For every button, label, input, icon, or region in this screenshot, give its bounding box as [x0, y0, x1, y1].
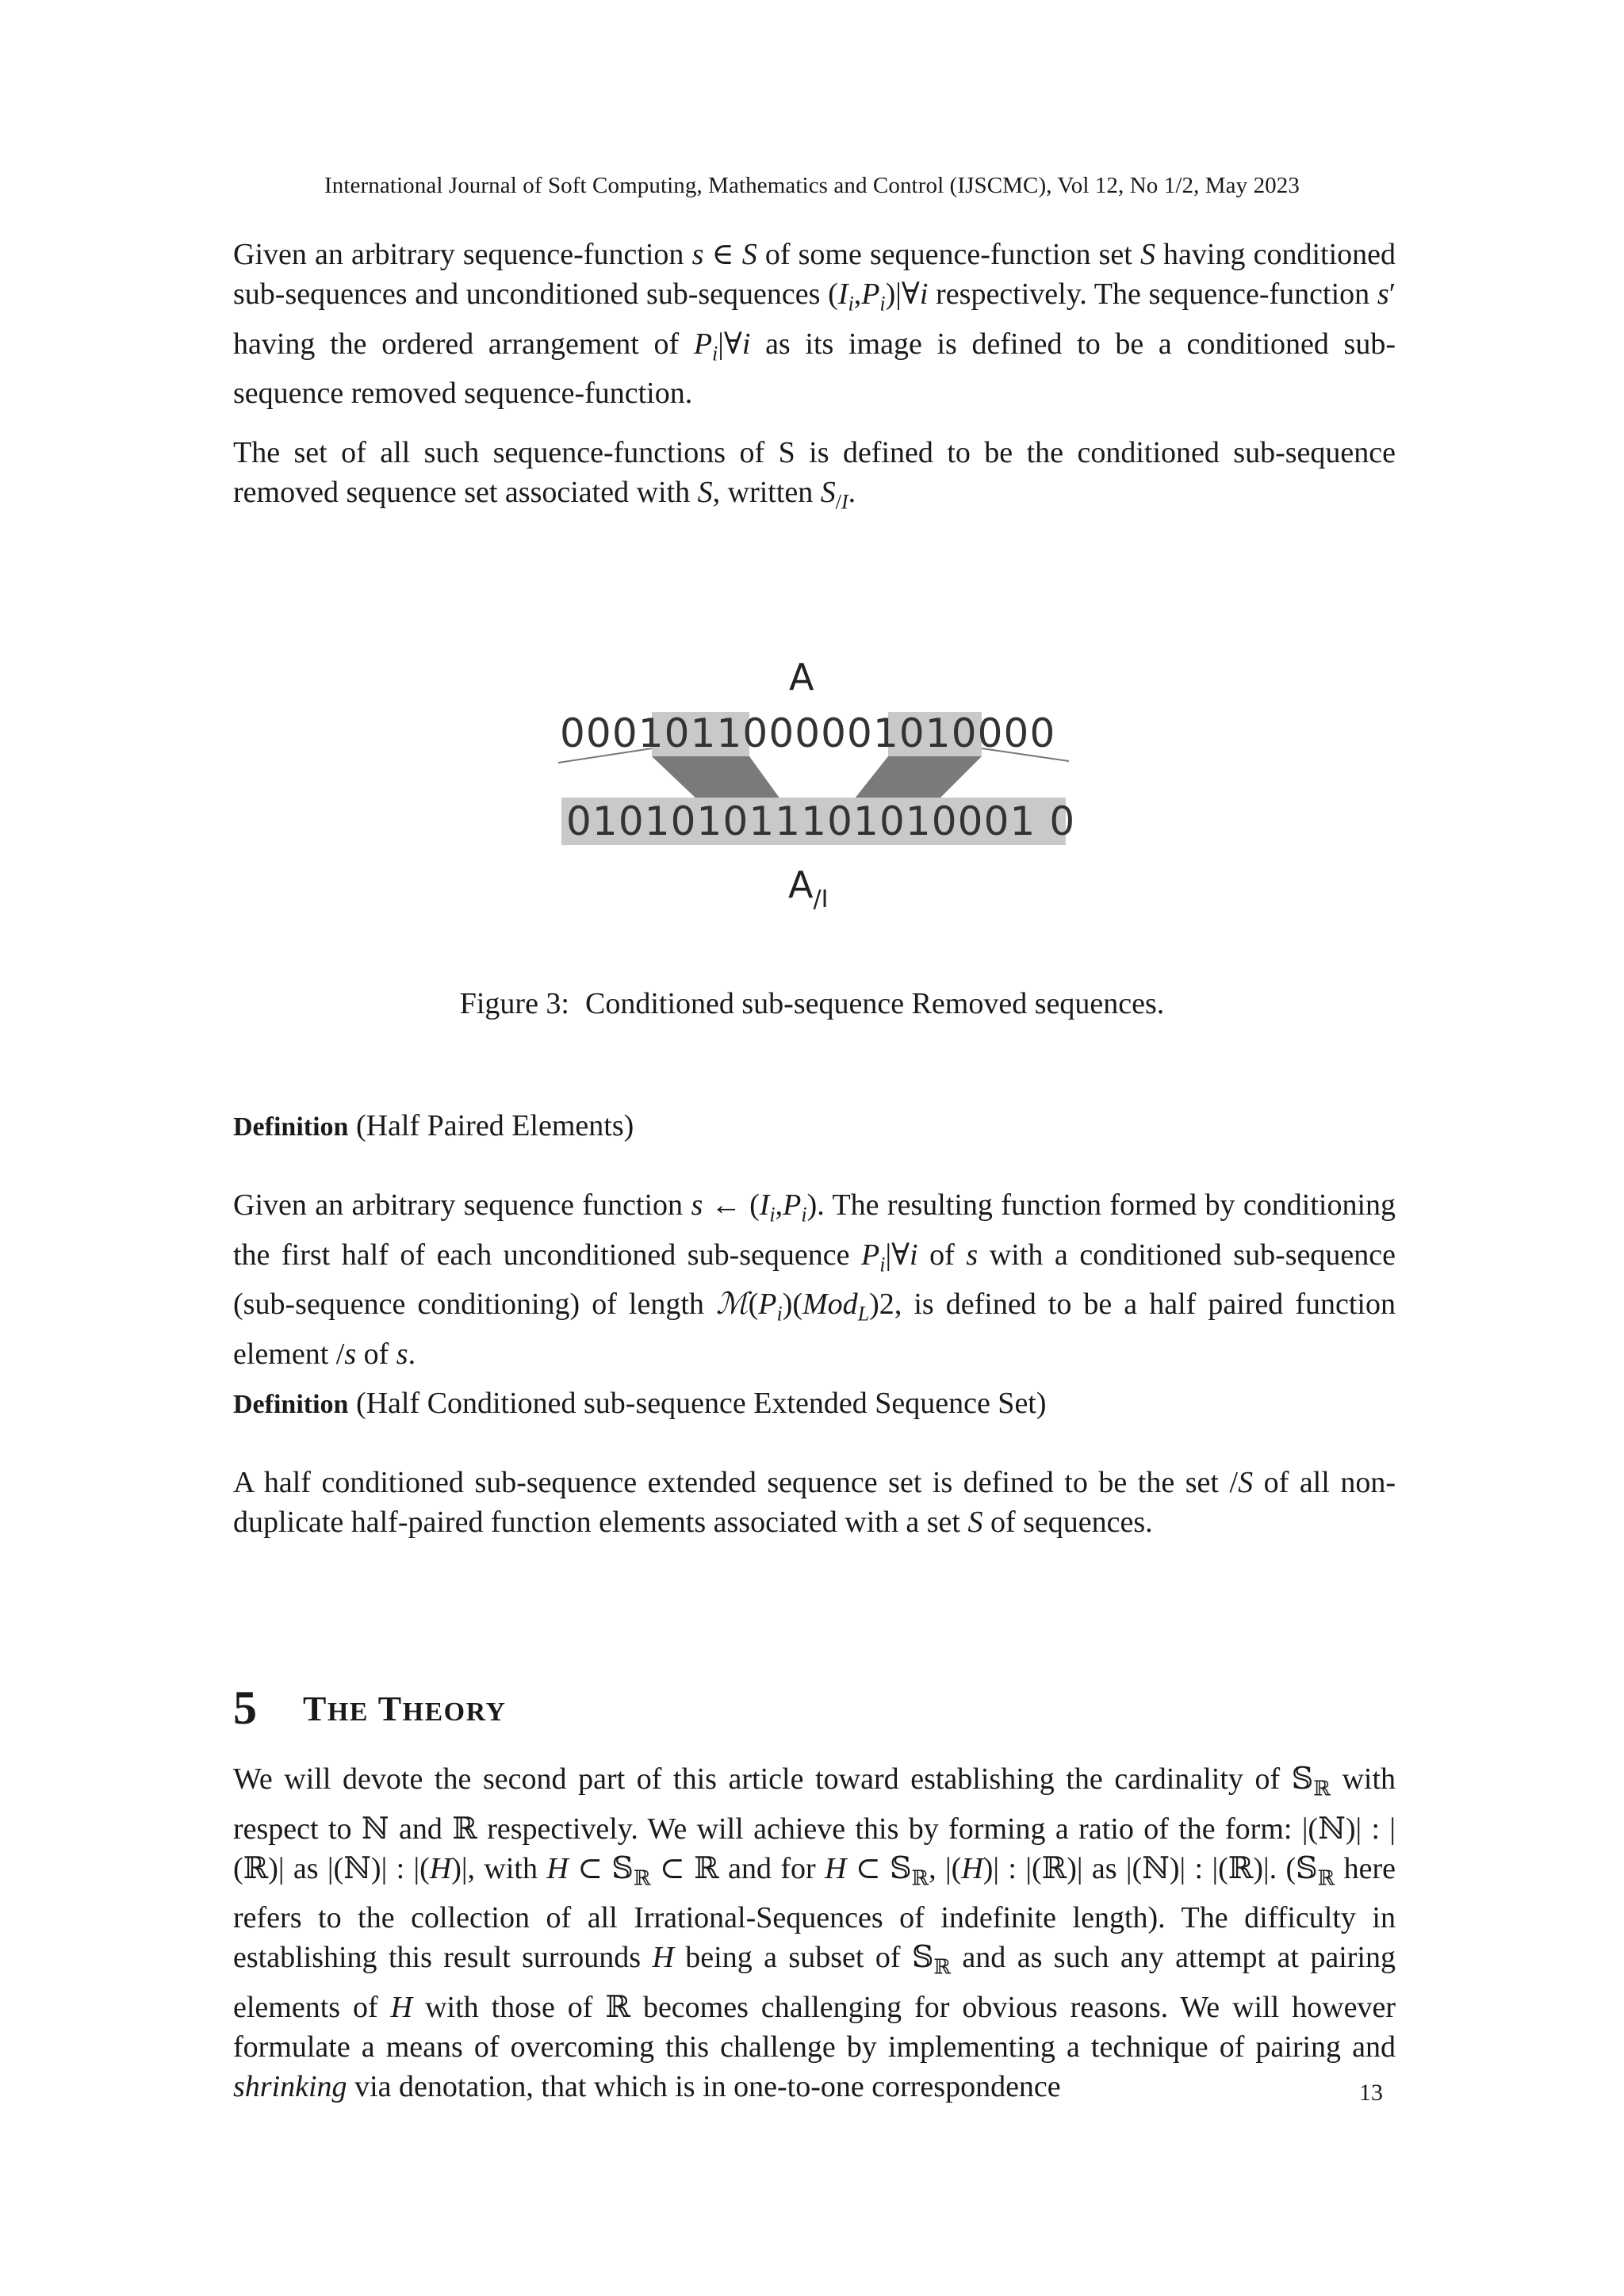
- caption-text: Conditioned sub-sequence Removed sequences.: [585, 987, 1165, 1020]
- paragraph-definition-removed: [233, 235, 1396, 413]
- text-run: with respect to ℕ and ℝ respectively. We will achieve this by forming a ratio of the form: |(ℕ)| : |(ℝ)| as |(ℕ)| : |(: [233, 1762, 1396, 1885]
- text-run: as its image is defined to be a conditioned sub-sequence removed sequence-function.: [233, 327, 1396, 411]
- text-run: Given an arbitrary sequence-function: [233, 238, 692, 271]
- top-sequence: 0001011000001010000: [560, 710, 1056, 756]
- text-run: , |(: [929, 1851, 962, 1885]
- text-run: of: [917, 1238, 967, 1272]
- text-run: having conditioned sub-sequences and unconditioned sub-sequences: [233, 238, 1396, 311]
- collapse-wedge-2: [852, 756, 982, 802]
- page-number: 13: [1359, 2080, 1383, 2106]
- definition-label: Definition: [233, 1390, 349, 1419]
- text-run: via denotation, that which is in one-to-one correspondence: [347, 2069, 1061, 2103]
- paragraph-half-paired: [233, 1185, 1396, 1374]
- definition-heading-half-paired: [233, 1106, 1396, 1147]
- paragraph-half-conditioned: [233, 1463, 1396, 1542]
- paragraph-theory: [233, 1759, 1396, 2107]
- text-run: here refers to the collection of all Irrational-Sequences of indefinite length). The difficulty in establishing this result surrounds: [233, 1851, 1396, 1975]
- paragraph-removed-set: [233, 433, 1396, 522]
- text-run: A half conditioned sub-sequence extended sequence set is defined to be the set: [233, 1466, 1230, 1499]
- bottom-sequence: 010101011101010001 0: [566, 798, 1076, 844]
- text-run: )| : |(ℝ)| as |(ℕ)| : |(ℝ)|. (: [982, 1851, 1297, 1885]
- text-run: The set of all such sequence-functions of S is defined to be the conditioned sub-sequence removed sequence set associated with: [233, 436, 1396, 509]
- paragraph-text: A half conditioned sub-sequence extended sequence set is defined to be the set /S of all non-duplicate half-paired function elements associated with a set S of sequences.: [233, 1466, 1396, 1539]
- text-run: )|, with: [451, 1851, 547, 1885]
- section-title: THE THEORY: [303, 1689, 507, 1728]
- text-run: of all non-duplicate half-paired function elements associated with a set: [233, 1466, 1396, 1539]
- definition-title: (Half Paired Elements): [355, 1109, 634, 1142]
- text-run: of sequences.: [982, 1506, 1153, 1539]
- text-run: of some sequence-function set: [756, 238, 1140, 271]
- figure-caption: [0, 986, 1624, 1021]
- running-header: International Journal of Soft Computing, Mathematics and Control (IJSCMC), Vol 12, No 1/2, May 2023: [324, 173, 1300, 198]
- text-run: of: [356, 1337, 396, 1371]
- definition-heading-half-conditioned: [233, 1383, 1396, 1425]
- text-run: Given an arbitrary sequence function: [233, 1188, 691, 1222]
- text-run: with those of ℝ becomes challenging for obvious reasons. We will however formulate a means of overcoming this challenge by implementing a technique of pairing and: [233, 1990, 1396, 2064]
- emphasis-shrinking: shrinking: [233, 2069, 347, 2103]
- section-heading: [233, 1681, 507, 1735]
- text-run: with a conditioned sub-sequence (sub-sequence conditioning) of length: [233, 1238, 1396, 1322]
- text-run: respectively. The sequence-function: [928, 277, 1377, 311]
- text-run: We will devote the second part of this article toward establishing the cardinality of: [233, 1762, 1292, 1796]
- definition-title: (Half Conditioned sub-sequence Extended Sequence Set): [355, 1387, 1047, 1420]
- paragraph-text: Given an arbitrary sequence function s ← $(I_i,P_i)$. The resulting function formed by conditioning the first half of each unconditioned sub-sequence $P_i|\forall i$ of s with a conditioned sub-sequence (sub-sequence conditioning) of length $ℳ(P_i)(Mod_L)2$, is defined to be a half paired function element /s of s.: [233, 1188, 1396, 1371]
- text-run: being a subset of: [673, 1941, 912, 1975]
- paragraph-text: The set of all such sequence-functions of S is defined to be the conditioned sub-sequence removed sequence set associated with S, written $S_{/I}$.: [233, 436, 1396, 514]
- caption-label: Figure 3:: [459, 987, 569, 1020]
- text-run: . The resulting function formed by conditioning the first half of each unconditioned sub-sequence: [233, 1188, 1396, 1272]
- paragraph-text: We will devote the second part of this article toward establishing the cardinality of 𝕊$_ℝ$ with respect to ℕ and ℝ respectively. We will achieve this by forming a ratio of the form: |(ℕ)| : |(ℝ)| as |(ℕ)| : |(H)|, with H ⊂ 𝕊$_ℝ$ ⊂ ℝ and for H ⊂ 𝕊$_ℝ$, |(H)| : |(ℝ)| as |(ℕ)| : |(ℝ)|. (𝕊$_ℝ$ here refers to the collection of all Irrational-Sequences of indefinite length). The difficulty in establishing this result surrounds H being a subset of 𝕊$_ℝ$ and as such any attempt at pairing elements of H with those of ℝ becomes challenging for obvious reasons. We will however formulate a means of overcoming this challenge by implementing a technique of pairing and shrinking via denotation, that which is in one-to-one correspondence: [233, 1762, 1396, 2103]
- text-run: and as such any attempt at pairing elements of: [233, 1941, 1396, 2024]
- figure-label-a-removed: $A_{/I}$: [788, 863, 829, 912]
- text-run: having the ordered arrangement of: [233, 327, 694, 361]
- paragraph-text: Given an arbitrary sequence-function s ∈ S of some sequence-function set S having conditioned sub-sequences and unconditioned sub-sequences $(I_i,P_i)|\forall i$ respectively. The sequence-function s′ having the ordered arrangement of $P_i|\forall i$ as its image is defined to be a conditioned sub-sequence removed sequence-function.: [233, 238, 1396, 411]
- text-run: , is defined to be a half paired function element: [233, 1288, 1396, 1371]
- text-run: and for: [718, 1851, 825, 1885]
- figure-sequence-diagram: [555, 650, 1078, 912]
- text-run: , written: [712, 476, 821, 509]
- definition-label: Definition: [233, 1112, 349, 1142]
- collapse-wedge-1: [652, 756, 783, 802]
- text-run: .: [408, 1337, 416, 1371]
- section-number: 5: [233, 1682, 257, 1734]
- figure-label-a: A: [789, 656, 814, 698]
